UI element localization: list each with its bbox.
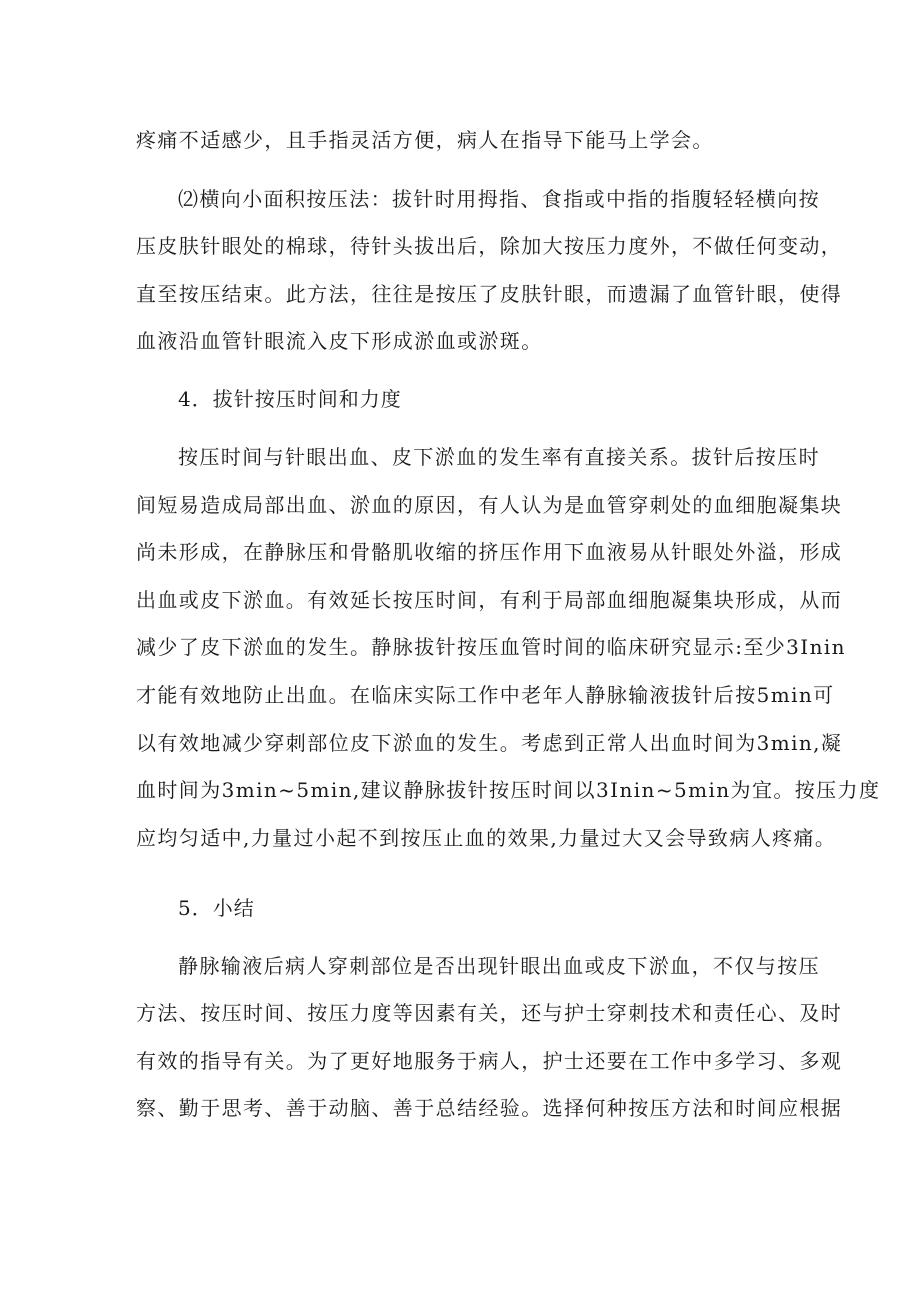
paragraph-line: ⑵横向小面积按压法：拔针时用拇指、食指或中指的指腹轻轻横向按: [178, 187, 820, 211]
paragraph-line: 减少了皮下淤血的发生。静脉拔针按压血管时间的临床研究显示:至少3Inin: [136, 635, 846, 659]
paragraph-line: 间短易造成局部出血、淤血的原因，有人认为是血管穿刺处的血细胞凝集块: [136, 493, 843, 517]
paragraph-line: 直至按压结束。此方法，往往是按压了皮肤针眼，而遗漏了血管针眼，使得: [136, 282, 843, 306]
paragraph-line: 压皮肤针眼处的棉球，待针头拔出后，除加大按压力度外，不做任何变动，: [136, 234, 843, 258]
section-heading: 4．拔针按压时间和力度: [178, 387, 402, 411]
paragraph-line: 才能有效地防止出血。在临床实际工作中老年人静脉输液拔针后按5min可: [136, 683, 835, 707]
paragraph-line: 疼痛不适感少，且手指灵活方便，病人在指导下能马上学会。: [136, 128, 714, 152]
paragraph-line: 出血或皮下淤血。有效延长按压时间，有利于局部血细胞凝集块形成，从而: [136, 588, 843, 612]
paragraph-line: 按压时间与针眼出血、皮下淤血的发生率有直接关系。拔针后按压时: [178, 445, 820, 469]
section-heading: 5．小结: [178, 896, 255, 920]
paragraph-line: 有效的指导有关。为了更好地服务于病人，护士还要在工作中多学习、多观: [136, 1049, 843, 1073]
paragraph-line: 血液沿血管针眼流入皮下形成淤血或淤斑。: [136, 329, 543, 353]
paragraph-line: 以有效地减少穿刺部位皮下淤血的发生。考虑到正常人出血时间为3min,凝: [136, 731, 843, 755]
paragraph-line: 静脉输液后病人穿刺部位是否出现针眼出血或皮下淤血，不仅与按压: [178, 954, 820, 978]
paragraph-line: 方法、按压时间、按压力度等因素有关，还与护士穿刺技术和责任心、及时: [136, 1001, 843, 1025]
paragraph-line: 应均匀适中,力量过小起不到按压止血的效果,力量过大又会导致病人疼痛。: [136, 826, 837, 850]
paragraph-line: 尚未形成，在静脉压和骨骼肌收缩的挤压作用下血液易从针眼处外溢，形成: [136, 540, 843, 564]
paragraph-line: 察、勤于思考、善于动脑、善于总结经验。选择何种按压方法和时间应根据: [136, 1096, 843, 1120]
paragraph-line: 血时间为3min~5min,建议静脉拔针按压时间以3Inin~5min为宜。按压力度: [136, 778, 881, 802]
